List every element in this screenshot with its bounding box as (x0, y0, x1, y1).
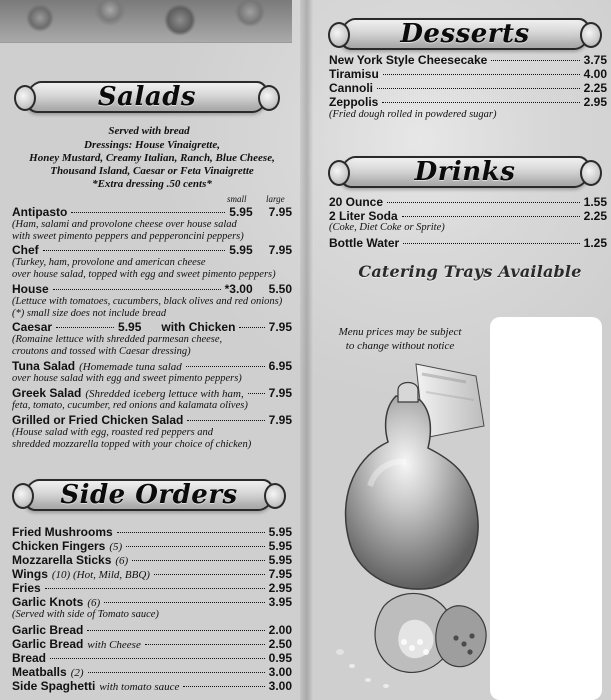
salad-row-caesar (12, 320, 292, 334)
oil-bottle-neck (398, 383, 418, 403)
salad-desc-line: croutons and tossed with Caesar dressing) (12, 346, 191, 357)
side-name: Fries (12, 581, 41, 595)
salad-desc-line: (Romaine lettuce with shredded parmesan cheese, (12, 334, 223, 345)
side-name: Fried Mushrooms (12, 525, 113, 539)
drinks-banner-right-curl (580, 160, 602, 186)
side-price: 2.95 (268, 581, 292, 595)
page-fold (300, 0, 314, 700)
prices-note (322, 325, 478, 353)
salad-price: 7.95 (268, 413, 292, 427)
salad-name: Greek Salad (12, 386, 82, 400)
salad-row-tuna (12, 359, 292, 373)
side-row (12, 581, 292, 595)
salad-desc-caesar (12, 334, 297, 358)
drink-name: 20 Ounce (329, 195, 384, 209)
side-price: 2.00 (268, 623, 292, 637)
leader-dots (43, 250, 226, 251)
side-qualifier: with tomato sauce (99, 681, 180, 693)
side-row (12, 651, 292, 665)
leader-dots (377, 88, 580, 89)
drink-price: 1.25 (583, 236, 607, 250)
salad-large-price: 7.95 (268, 205, 292, 219)
salad-desc-tuna (12, 373, 297, 385)
leader-dots (71, 212, 225, 213)
salad-desc-line: (Turkey, ham, provolone and american cheese (12, 257, 206, 268)
leader-dots (248, 393, 265, 394)
salad-desc-line: (*) small size does not include bread (12, 308, 167, 319)
side-orders-banner (6, 473, 292, 517)
salads-dressings-line-3: Thousand Island, Caesar or Feta Vinaigrette (50, 165, 254, 177)
salads-dressings (8, 139, 296, 191)
side-name: Garlic Bread (12, 637, 84, 651)
desserts-banner (322, 12, 608, 56)
drinks-banner (322, 150, 608, 194)
salad-qualifier: (Shredded iceberg lettuce with ham, (85, 388, 244, 400)
salads-served-with: Served with bread (108, 125, 190, 137)
leader-dots (403, 243, 579, 244)
salad-desc-house (12, 296, 297, 320)
salad-with-chicken-price: 7.95 (268, 320, 292, 334)
salad-desc-chef (12, 257, 297, 281)
leader-dots (154, 574, 265, 575)
side-row (12, 525, 292, 539)
drinks-banner-title: Drinks (414, 157, 516, 187)
salad-small-price: *3.00 (224, 282, 253, 296)
dessert-row (329, 67, 607, 81)
drink-row (329, 195, 607, 209)
leader-dots (382, 102, 579, 103)
leader-dots (88, 672, 265, 673)
leader-dots (183, 686, 264, 687)
drink-price: 2.25 (583, 209, 607, 223)
drink-price: 1.55 (583, 195, 607, 209)
prices-note-line-1: Menu prices may be subject (338, 326, 462, 338)
salad-row-chef (12, 243, 292, 257)
side-row (12, 637, 292, 651)
salads-banner-title: Salads (97, 82, 197, 112)
drink-name: 2 Liter Soda (329, 209, 398, 223)
dessert-name: Cannoli (329, 81, 373, 95)
drink-name: Bottle Water (329, 236, 400, 250)
salad-price: 6.95 (268, 359, 292, 373)
side-qualifier: (2) (70, 667, 84, 679)
salad-desc-line: over house salad with egg and sweet pimento peppers) (12, 373, 242, 384)
salad-name: House (12, 282, 49, 296)
salads-size-small-header: small (227, 194, 247, 204)
side-name: Garlic Bread (12, 623, 84, 637)
side-row (12, 567, 292, 581)
header-food-photo (0, 0, 292, 43)
side-name: Wings (12, 567, 48, 581)
side-orders-banner-left-curl (12, 483, 34, 509)
salad-price: 5.95 (118, 320, 142, 334)
side-qualifier: (10) (Hot, Mild, BBQ) (51, 569, 150, 581)
side-name: Garlic Knots (12, 595, 84, 609)
salad-name: Chef (12, 243, 39, 257)
drinks-banner-left-curl (328, 160, 350, 186)
side-name: Meatballs (12, 665, 67, 679)
salad-row-greek (12, 386, 292, 400)
side-orders-banner-title: Side Orders (60, 480, 238, 510)
side-row (12, 679, 292, 693)
side-price: 0.95 (268, 651, 292, 665)
side-name: Bread (12, 651, 47, 665)
salads-dressings-line-4: *Extra dressing .50 cents* (92, 178, 212, 190)
salad-desc-line: with sweet pimento peppers and pepperoncini peppers) (12, 231, 244, 242)
salad-small-price: 5.95 (229, 205, 253, 219)
salad-price: 7.95 (268, 386, 292, 400)
side-row (12, 539, 292, 553)
dessert-price: 2.25 (583, 81, 607, 95)
salad-desc-line: over house salad, topped with egg and sweet pimento peppers) (12, 269, 276, 280)
salad-desc-line: (House salad with egg, roasted red peppers and (12, 427, 214, 438)
desserts-banner-right-curl (580, 22, 602, 48)
side-price: 5.95 (268, 553, 292, 567)
desserts-banner-left-curl (328, 22, 350, 48)
dessert-row (329, 81, 607, 95)
leader-dots (87, 630, 264, 631)
dessert-price: 2.95 (583, 95, 607, 109)
side-orders-banner-right-curl (264, 483, 286, 509)
drink-desc-soda: (Coke, Diet Coke or Sprite) (329, 222, 445, 233)
side-desc-garlic-knots: (Served with side of Tomato sauce) (12, 609, 159, 620)
side-name: Chicken Fingers (12, 539, 106, 553)
leader-dots (117, 532, 265, 533)
drink-row (329, 236, 607, 250)
side-row (12, 595, 292, 609)
salad-with-chicken-label: with Chicken (161, 320, 236, 334)
side-price: 3.00 (268, 679, 292, 693)
side-price: 5.95 (268, 539, 292, 553)
salad-desc-line: shredded mozzarella topped with your choice of chicken) (12, 439, 252, 450)
leader-dots (239, 327, 264, 328)
dessert-row (329, 95, 607, 109)
side-name: Mozzarella Sticks (12, 553, 112, 567)
dessert-row (329, 53, 607, 67)
side-row (12, 665, 292, 679)
salad-name: Antipasto (12, 205, 68, 219)
leader-dots (56, 327, 114, 328)
dessert-name: New York Style Cheesecake (329, 53, 488, 67)
leader-dots (387, 202, 580, 203)
food-illustration (314, 356, 490, 700)
salad-large-price: 5.50 (268, 282, 292, 296)
catering-trays-available: Catering Trays Available (358, 262, 582, 281)
desserts-banner-title: Desserts (400, 19, 530, 49)
salads-banner-left-curl (14, 85, 36, 111)
side-qualifier: (5) (109, 541, 123, 553)
leader-dots (53, 289, 221, 290)
salad-small-price: 5.95 (229, 243, 253, 257)
salad-desc-line: (Lettuce with tomatoes, cucumbers, black olives and red onions) (12, 296, 283, 307)
salads-banner (8, 75, 286, 119)
side-name: Side Spaghetti (12, 679, 96, 693)
salad-row-house (12, 282, 292, 296)
salad-large-price: 7.95 (268, 243, 292, 257)
salad-qualifier: (Homemade tuna salad (79, 361, 182, 373)
side-price: 3.95 (268, 595, 292, 609)
side-price: 3.00 (268, 665, 292, 679)
side-price: 2.50 (268, 637, 292, 651)
scoop-right (436, 606, 486, 667)
drink-row (329, 209, 607, 223)
dessert-price: 4.00 (583, 67, 607, 81)
side-qualifier: (6) (87, 597, 101, 609)
side-price: 7.95 (268, 567, 292, 581)
side-price: 5.95 (268, 525, 292, 539)
blank-white-box (490, 317, 602, 700)
dessert-name: Tiramisu (329, 67, 379, 81)
salad-desc-antipasto (12, 219, 297, 243)
leader-dots (383, 74, 580, 75)
side-row (12, 553, 292, 567)
leader-dots (491, 60, 579, 61)
leader-dots (104, 602, 264, 603)
side-qualifier: (6) (115, 555, 129, 567)
leader-dots (145, 644, 265, 645)
leader-dots (402, 216, 580, 217)
salad-row-chicken (12, 413, 292, 427)
salads-dressings-line-2: Honey Mustard, Creamy Italian, Ranch, Blue Cheese, (29, 152, 275, 164)
leader-dots (187, 420, 264, 421)
salad-name: Caesar (12, 320, 53, 334)
side-row (12, 623, 292, 637)
salad-desc-line: feta, tomato, cucumber, red onions and kalamata olives) (12, 400, 248, 411)
dessert-price: 3.75 (583, 53, 607, 67)
salad-desc-line: (Ham, salami and provolone cheese over house salad (12, 219, 237, 230)
salad-name: Grilled or Fried Chicken Salad (12, 413, 184, 427)
salad-desc-greek (12, 400, 297, 412)
leader-dots (126, 546, 264, 547)
side-qualifier: with Cheese (87, 639, 141, 651)
salad-name: Tuna Salad (12, 359, 76, 373)
leader-dots (186, 366, 265, 367)
prices-note-line-2: to change without notice (345, 340, 455, 352)
leader-dots (45, 588, 265, 589)
dessert-desc-zeppolis: (Fried dough rolled in powdered sugar) (329, 109, 497, 120)
salads-dressings-line-1: Dressings: House Vinaigrette, (84, 139, 220, 151)
salad-row-antipasto (12, 205, 292, 219)
salads-banner-right-curl (258, 85, 280, 111)
leader-dots (132, 560, 264, 561)
leader-dots (50, 658, 265, 659)
dessert-name: Zeppolis (329, 95, 379, 109)
salad-desc-chicken (12, 427, 297, 451)
salads-size-large-header: large (266, 194, 285, 204)
